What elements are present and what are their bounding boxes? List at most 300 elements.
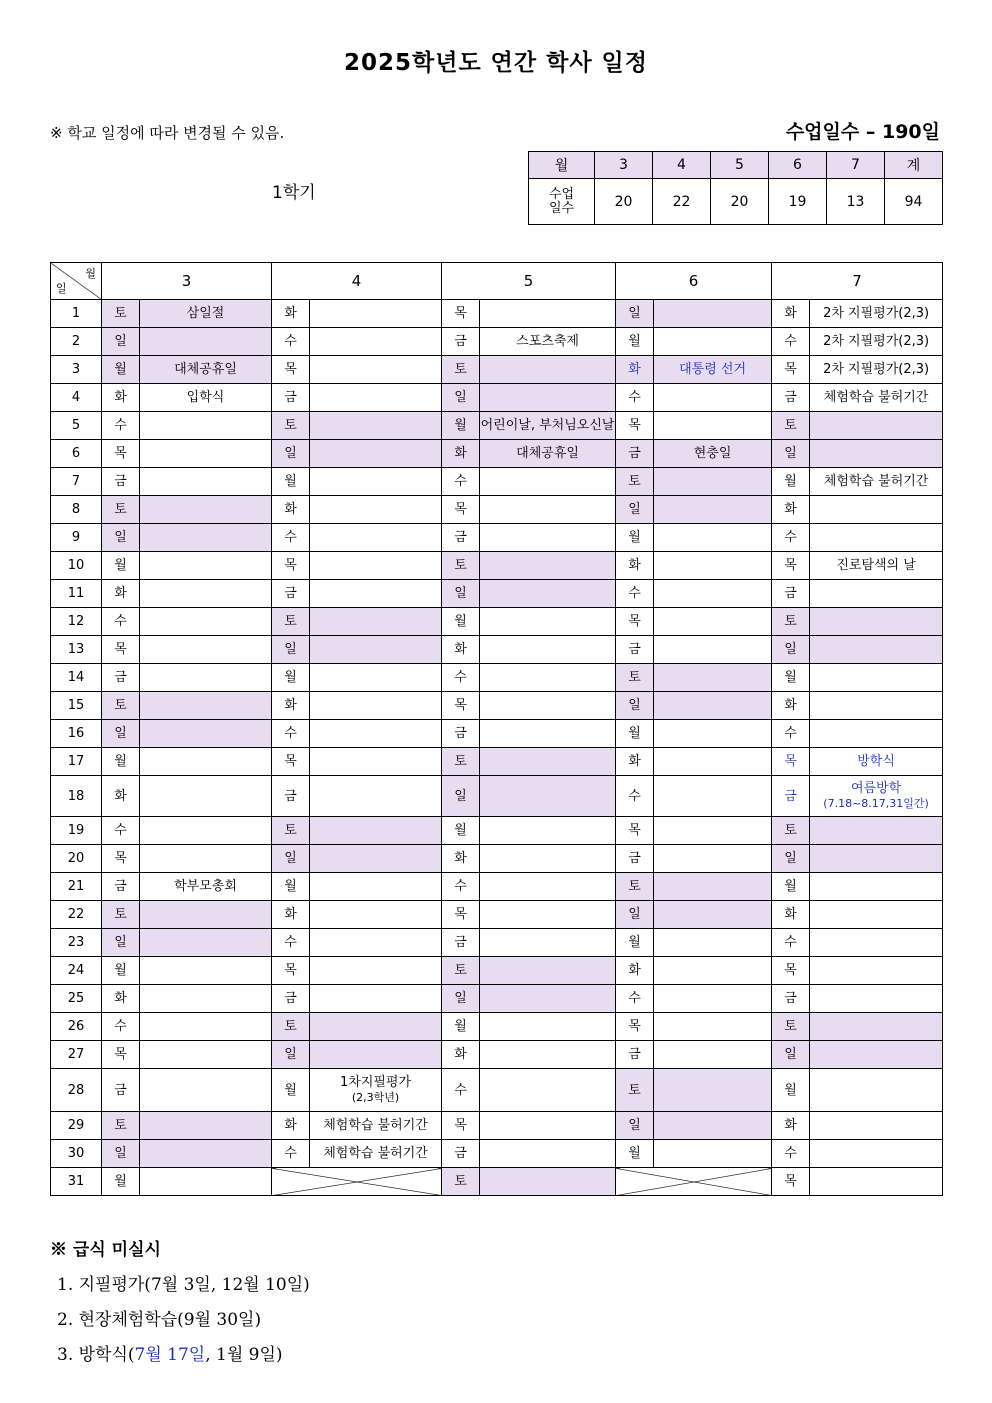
event-cell	[140, 1069, 272, 1112]
event-cell	[654, 845, 772, 873]
event-cell	[480, 580, 616, 608]
event-cell	[140, 608, 272, 636]
event-cell: 진로탐색의 날	[810, 552, 943, 580]
weekday-cell: 일	[772, 1041, 810, 1069]
event-cell	[310, 873, 442, 901]
day-number-cell: 24	[51, 957, 102, 985]
weekday-cell: 일	[442, 384, 480, 412]
event-cell	[140, 580, 272, 608]
event-cell	[480, 664, 616, 692]
weekday-cell: 금	[616, 1041, 654, 1069]
event-cell	[310, 328, 442, 356]
event-cell	[140, 524, 272, 552]
event-cell	[140, 929, 272, 957]
weekday-cell: 금	[442, 1140, 480, 1168]
weekday-cell: 토	[102, 496, 140, 524]
day-number-cell: 19	[51, 817, 102, 845]
summary-header-cell: 7	[827, 152, 885, 179]
weekday-cell: 토	[102, 901, 140, 929]
table-row	[51, 1041, 943, 1069]
weekday-cell: 화	[772, 901, 810, 929]
event-cell	[310, 636, 442, 664]
table-row	[51, 1069, 943, 1112]
weekday-cell: 토	[442, 748, 480, 776]
event-cell	[654, 1069, 772, 1112]
event-cell	[140, 957, 272, 985]
summary-row-label: 수업 일수	[529, 179, 595, 225]
weekday-cell: 금	[442, 328, 480, 356]
weekday-cell: 수	[272, 524, 310, 552]
day-number-cell: 3	[51, 356, 102, 384]
weekday-cell: 금	[616, 636, 654, 664]
weekday-cell: 화	[102, 776, 140, 817]
event-cell	[310, 384, 442, 412]
table-row	[51, 692, 943, 720]
event-note: (2,3학년)	[351, 1091, 400, 1104]
event-cell	[480, 845, 616, 873]
calendar-body	[51, 300, 943, 1196]
weekday-cell: 월	[442, 1013, 480, 1041]
table-row	[51, 328, 943, 356]
weekday-cell: 목	[102, 845, 140, 873]
weekday-cell: 일	[102, 929, 140, 957]
event-cell	[810, 901, 943, 929]
day-number-cell: 10	[51, 552, 102, 580]
summary-header-cell: 4	[653, 152, 711, 179]
weekday-cell: 수	[772, 1140, 810, 1168]
total-school-days: 수업일수 – 190일	[785, 121, 940, 143]
event-cell	[480, 1140, 616, 1168]
day-number-cell: 12	[51, 608, 102, 636]
day-number-cell: 27	[51, 1041, 102, 1069]
event-cell	[310, 468, 442, 496]
weekday-cell: 목	[772, 957, 810, 985]
event-cell	[140, 636, 272, 664]
weekday-cell: 일	[272, 845, 310, 873]
day-number-cell: 28	[51, 1069, 102, 1112]
table-row	[51, 817, 943, 845]
event-cell	[310, 356, 442, 384]
weekday-cell: 수	[772, 929, 810, 957]
event-cell: 대체공휴일	[480, 440, 616, 468]
nonexistent-date-cell	[272, 1168, 442, 1196]
table-row	[51, 1168, 943, 1196]
weekday-cell: 월	[616, 1140, 654, 1168]
weekday-cell: 목	[616, 817, 654, 845]
event-cell	[480, 1013, 616, 1041]
weekday-cell: 수	[102, 817, 140, 845]
weekday-cell: 화	[772, 300, 810, 328]
event-cell	[310, 929, 442, 957]
table-row	[51, 636, 943, 664]
table-row	[51, 384, 943, 412]
event-cell	[140, 1041, 272, 1069]
weekday-cell: 수	[272, 929, 310, 957]
table-row	[51, 776, 943, 817]
event-cell	[480, 1112, 616, 1140]
weekday-cell: 화	[616, 356, 654, 384]
table-row	[51, 957, 943, 985]
summary-value-cell: 19	[769, 179, 827, 225]
weekday-cell: 월	[442, 817, 480, 845]
event-cell	[810, 636, 943, 664]
weekday-cell: 월	[272, 468, 310, 496]
weekday-cell: 월	[102, 1168, 140, 1196]
event-cell: 스포츠축제	[480, 328, 616, 356]
event-cell	[140, 412, 272, 440]
summary-value-row	[529, 179, 943, 225]
event-cell	[654, 524, 772, 552]
weekday-cell: 월	[272, 873, 310, 901]
event-cell	[810, 1112, 943, 1140]
event-cell	[310, 440, 442, 468]
event-cell	[140, 468, 272, 496]
weekday-cell: 토	[616, 1069, 654, 1112]
weekday-cell: 목	[772, 748, 810, 776]
weekday-cell: 월	[442, 608, 480, 636]
table-row	[51, 1013, 943, 1041]
event-cell	[480, 524, 616, 552]
change-notice: ※ 학교 일정에 따라 변경될 수 있음.	[50, 124, 285, 142]
event-cell	[654, 985, 772, 1013]
weekday-cell: 화	[616, 552, 654, 580]
weekday-cell: 화	[442, 1041, 480, 1069]
weekday-cell: 토	[616, 664, 654, 692]
event-cell	[810, 957, 943, 985]
weekday-cell: 화	[442, 845, 480, 873]
event-cell	[480, 356, 616, 384]
event-cell	[654, 412, 772, 440]
weekday-cell: 목	[102, 636, 140, 664]
event-cell	[310, 300, 442, 328]
weekday-cell: 월	[616, 328, 654, 356]
table-row	[51, 300, 943, 328]
weekday-cell: 일	[616, 300, 654, 328]
weekday-cell: 토	[772, 1013, 810, 1041]
weekday-cell: 금	[772, 985, 810, 1013]
event-cell	[810, 1013, 943, 1041]
weekday-cell: 화	[772, 692, 810, 720]
table-row	[51, 985, 943, 1013]
weekday-cell: 토	[772, 412, 810, 440]
semester-label: 1학기	[272, 183, 316, 203]
weekday-cell: 수	[616, 580, 654, 608]
day-number-cell: 14	[51, 664, 102, 692]
table-row	[51, 929, 943, 957]
weekday-cell: 토	[272, 608, 310, 636]
event-cell	[140, 845, 272, 873]
weekday-cell: 목	[272, 552, 310, 580]
event-cell	[310, 608, 442, 636]
event-cell	[654, 608, 772, 636]
event-cell	[140, 692, 272, 720]
event-cell	[810, 1168, 943, 1196]
weekday-cell: 월	[272, 1069, 310, 1112]
event-cell	[654, 1112, 772, 1140]
event-cell	[480, 1069, 616, 1112]
weekday-cell: 일	[442, 580, 480, 608]
weekday-cell: 토	[442, 356, 480, 384]
footer-item-3-prefix: 3. 방학식(	[57, 1345, 135, 1365]
event-cell	[140, 748, 272, 776]
event-note: (7.18~8.17,31일간)	[823, 797, 929, 810]
event-cell	[310, 692, 442, 720]
weekday-cell: 수	[772, 720, 810, 748]
weekday-cell: 목	[616, 1013, 654, 1041]
weekday-cell: 수	[442, 873, 480, 901]
event-cell	[654, 580, 772, 608]
weekday-cell: 일	[102, 328, 140, 356]
summary-value-cell: 20	[595, 179, 653, 225]
table-row	[51, 845, 943, 873]
weekday-cell: 일	[442, 776, 480, 817]
event-cell	[140, 985, 272, 1013]
weekday-cell: 금	[102, 1069, 140, 1112]
event-cell	[480, 901, 616, 929]
event-cell	[654, 901, 772, 929]
day-number-cell: 22	[51, 901, 102, 929]
event-cell	[480, 1168, 616, 1196]
event-cell: 삼일절	[140, 300, 272, 328]
weekday-cell: 수	[272, 720, 310, 748]
event-cell	[480, 692, 616, 720]
event-cell	[140, 1168, 272, 1196]
event-cell	[310, 524, 442, 552]
event-cell	[480, 496, 616, 524]
weekday-cell: 월	[772, 873, 810, 901]
weekday-cell: 일	[772, 636, 810, 664]
footer-item-3	[57, 1340, 283, 1365]
event-cell	[480, 720, 616, 748]
day-number-cell: 4	[51, 384, 102, 412]
day-number-cell: 11	[51, 580, 102, 608]
event-cell: 대체공휴일	[140, 356, 272, 384]
event-cell: 2차 지필평가(2,3)	[810, 328, 943, 356]
event-cell	[480, 468, 616, 496]
day-number-cell: 25	[51, 985, 102, 1013]
summary-value-cell: 13	[827, 179, 885, 225]
corner-month-label: 월	[85, 267, 96, 280]
weekday-cell: 수	[616, 985, 654, 1013]
weekday-cell: 수	[616, 384, 654, 412]
event-cell	[810, 440, 943, 468]
weekday-cell: 월	[102, 356, 140, 384]
event-cell	[654, 776, 772, 817]
month-header: 7	[772, 263, 943, 300]
event-cell	[810, 1069, 943, 1112]
event-cell	[310, 985, 442, 1013]
summary-value-cell: 20	[711, 179, 769, 225]
weekday-cell: 목	[102, 440, 140, 468]
event-cell	[810, 664, 943, 692]
event-cell	[140, 1013, 272, 1041]
event-label: 여름방학	[850, 781, 902, 796]
event-cell	[480, 300, 616, 328]
weekday-cell: 수	[772, 328, 810, 356]
event-cell	[810, 720, 943, 748]
weekday-cell: 일	[616, 1112, 654, 1140]
weekday-cell: 월	[272, 664, 310, 692]
event-cell	[654, 496, 772, 524]
table-row	[51, 608, 943, 636]
summary-value-cell: 22	[653, 179, 711, 225]
weekday-cell: 금	[616, 845, 654, 873]
event-cell	[654, 692, 772, 720]
weekday-cell: 월	[616, 720, 654, 748]
day-number-cell: 17	[51, 748, 102, 776]
event-cell	[310, 552, 442, 580]
weekday-cell: 금	[442, 720, 480, 748]
event-cell	[654, 873, 772, 901]
table-row	[51, 496, 943, 524]
day-number-cell: 18	[51, 776, 102, 817]
event-cell: 대통령 선거	[654, 356, 772, 384]
weekday-cell: 화	[272, 692, 310, 720]
weekday-cell: 월	[442, 412, 480, 440]
weekday-cell: 화	[102, 384, 140, 412]
event-cell	[310, 1013, 442, 1041]
corner-day-label: 일	[56, 282, 67, 295]
weekday-cell: 월	[616, 929, 654, 957]
weekday-cell: 수	[272, 1140, 310, 1168]
weekday-cell: 일	[616, 901, 654, 929]
event-cell	[310, 1069, 442, 1112]
weekday-cell: 화	[442, 636, 480, 664]
weekday-cell: 화	[616, 957, 654, 985]
day-number-cell: 6	[51, 440, 102, 468]
footer-item-1: 1. 지필평가(7월 3일, 12월 10일)	[57, 1275, 310, 1295]
event-cell: 2차 지필평가(2,3)	[810, 300, 943, 328]
weekday-cell: 수	[102, 1013, 140, 1041]
table-row	[51, 524, 943, 552]
weekday-cell: 수	[442, 1069, 480, 1112]
summary-header-cell: 6	[769, 152, 827, 179]
event-cell	[654, 636, 772, 664]
table-row	[51, 748, 943, 776]
day-number-cell: 8	[51, 496, 102, 524]
weekday-cell: 목	[616, 608, 654, 636]
weekday-cell: 토	[442, 1168, 480, 1196]
event-label: 1차지필평가	[339, 1075, 412, 1090]
event-cell	[810, 985, 943, 1013]
event-cell	[654, 328, 772, 356]
table-row	[51, 412, 943, 440]
event-cell	[310, 664, 442, 692]
table-row	[51, 720, 943, 748]
weekday-cell: 토	[442, 552, 480, 580]
weekday-cell: 일	[272, 1041, 310, 1069]
weekday-cell: 목	[442, 496, 480, 524]
event-cell	[480, 384, 616, 412]
event-cell	[810, 608, 943, 636]
event-cell	[140, 720, 272, 748]
event-cell: 체험학습 불허기간	[810, 468, 943, 496]
weekday-cell: 금	[102, 873, 140, 901]
event-cell	[810, 496, 943, 524]
weekday-cell: 금	[772, 580, 810, 608]
weekday-cell: 목	[272, 748, 310, 776]
event-cell	[310, 1041, 442, 1069]
weekday-cell: 화	[272, 300, 310, 328]
table-row	[51, 580, 943, 608]
weekday-cell: 금	[616, 440, 654, 468]
event-cell	[480, 817, 616, 845]
table-row	[51, 356, 943, 384]
weekday-cell: 토	[616, 873, 654, 901]
event-cell	[654, 929, 772, 957]
summary-header-row	[529, 152, 943, 179]
weekday-cell: 월	[102, 957, 140, 985]
weekday-cell: 금	[772, 384, 810, 412]
weekday-cell: 일	[272, 440, 310, 468]
summary-header-cell: 5	[711, 152, 769, 179]
weekday-cell: 화	[272, 496, 310, 524]
event-cell	[654, 720, 772, 748]
event-cell	[654, 1140, 772, 1168]
weekday-cell: 토	[272, 412, 310, 440]
day-number-cell: 20	[51, 845, 102, 873]
weekday-cell: 목	[442, 692, 480, 720]
weekday-cell: 금	[272, 384, 310, 412]
event-cell	[480, 636, 616, 664]
weekday-cell: 토	[102, 300, 140, 328]
weekday-cell: 일	[102, 524, 140, 552]
footer-item-3-suffix: , 1월 9일)	[205, 1345, 283, 1365]
event-cell: 어린이날, 부처님오신날	[480, 412, 616, 440]
event-cell	[480, 608, 616, 636]
month-header: 5	[442, 263, 616, 300]
calendar-header-row	[51, 263, 943, 300]
weekday-cell: 화	[772, 1112, 810, 1140]
event-cell	[810, 929, 943, 957]
event-cell	[310, 580, 442, 608]
table-row	[51, 468, 943, 496]
day-number-cell: 5	[51, 412, 102, 440]
corner-cell	[51, 263, 102, 300]
event-cell	[654, 748, 772, 776]
weekday-cell: 수	[442, 664, 480, 692]
day-number-cell: 13	[51, 636, 102, 664]
table-row	[51, 901, 943, 929]
weekday-cell: 금	[102, 468, 140, 496]
event-cell	[654, 384, 772, 412]
weekday-cell: 월	[616, 524, 654, 552]
day-number-cell: 2	[51, 328, 102, 356]
event-cell	[810, 524, 943, 552]
event-cell	[310, 776, 442, 817]
weekday-cell: 화	[102, 580, 140, 608]
event-cell	[140, 440, 272, 468]
weekday-cell: 월	[102, 552, 140, 580]
weekday-cell: 목	[272, 957, 310, 985]
weekday-cell: 목	[272, 356, 310, 384]
event-cell	[140, 496, 272, 524]
day-number-cell: 26	[51, 1013, 102, 1041]
event-cell	[654, 300, 772, 328]
event-cell: 체험학습 불허기간	[310, 1112, 442, 1140]
event-cell	[810, 817, 943, 845]
event-cell	[810, 845, 943, 873]
weekday-cell: 목	[772, 552, 810, 580]
event-cell	[310, 412, 442, 440]
event-cell	[810, 776, 943, 817]
day-number-cell: 15	[51, 692, 102, 720]
event-cell	[810, 873, 943, 901]
event-cell	[140, 901, 272, 929]
event-cell	[140, 328, 272, 356]
weekday-cell: 금	[272, 580, 310, 608]
weekday-cell: 월	[772, 468, 810, 496]
